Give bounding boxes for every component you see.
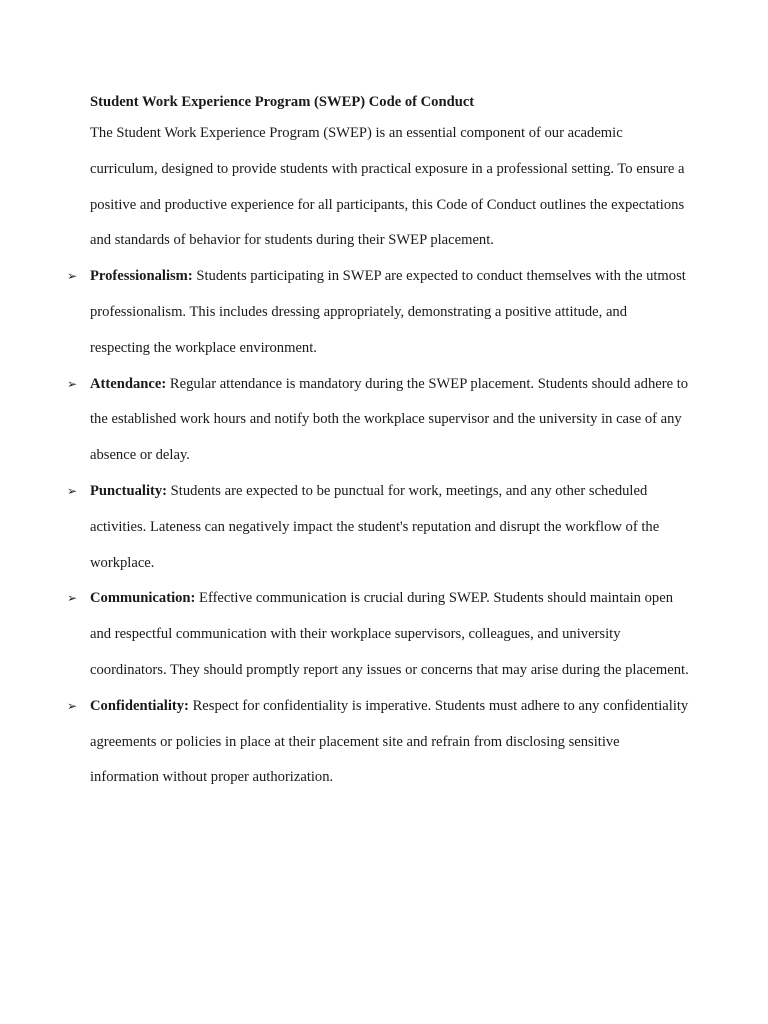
arrowhead-bullet-icon: ➢ xyxy=(67,483,78,498)
item-text: Students participating in SWEP are expected to conduct themselves with the utmost professionalism. This includes dressing appropriately, demonstrating a positive attitude, and respecting the workplace environment. xyxy=(90,268,686,356)
document-body xyxy=(67,89,690,796)
item-term: Communication: xyxy=(90,590,196,607)
arrowhead-bullet-icon: ➢ xyxy=(67,591,78,606)
intro-paragraph: The Student Work Experience Program (SWEP) is an essential component of our academic curriculum, designed to provide students with practical exposure in a professional setting. To ensure a positive and productive experience for all participants, this Code of Conduct outlines the expectations and standards of behavior for students during their SWEP placement. xyxy=(90,125,685,249)
list-item-communication xyxy=(67,581,690,688)
arrowhead-bullet-icon: ➢ xyxy=(67,269,78,284)
item-term: Punctuality: xyxy=(90,482,168,499)
list-item-attendance xyxy=(67,367,690,474)
item-text: Students are expected to be punctual for work, meetings, and any other scheduled activities. Lateness can negatively impact the student's reputation and disrupt the workflow of the workplace. xyxy=(90,482,660,571)
item-text: Effective communication is crucial during SWEP. Students should maintain open and respectful communication with their workplace supervisors, colleagues, and university coordinators. They should promptly report any issues or concerns that may arise during the placement. xyxy=(90,590,689,678)
item-text: Respect for confidentiality is imperative. Students must adhere to any confidentiality agreements or policies in place at their placement site and refrain from disclosing sensitive information without proper authorization. xyxy=(90,697,689,786)
list-item-punctuality xyxy=(67,474,690,581)
arrowhead-bullet-icon: ➢ xyxy=(67,376,78,391)
list-item-confidentiality xyxy=(67,689,690,796)
item-text: Regular attendance is mandatory during the SWEP placement. Students should adhere to the established work hours and notify both the workplace supervisor and the university in case of any absence or delay. xyxy=(90,375,689,464)
item-term: Attendance: xyxy=(90,375,167,392)
item-term: Confidentiality: xyxy=(90,697,189,714)
arrowhead-bullet-icon: ➢ xyxy=(67,698,78,713)
document-title: Student Work Experience Program (SWEP) Code of Conduct xyxy=(90,94,475,110)
item-term: Professionalism: xyxy=(90,268,193,285)
conduct-list xyxy=(67,259,690,796)
list-item-professionalism xyxy=(67,259,690,366)
